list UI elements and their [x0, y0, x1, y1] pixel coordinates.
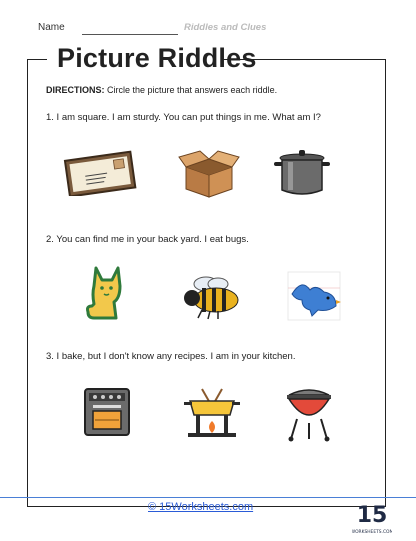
- question-3: 3. I bake, but I don't know any recipes. I am in your kitchen.: [46, 351, 296, 362]
- directions-text: Circle the picture that answers each riddle.: [104, 85, 278, 95]
- cardboard-box-icon[interactable]: [178, 147, 240, 199]
- copyright-link[interactable]: © 15Worksheets.com: [148, 501, 254, 513]
- brand-logo: [352, 500, 392, 541]
- logo-text: WORKSHEETS.COM: [352, 530, 392, 535]
- oven-icon[interactable]: [83, 387, 131, 437]
- cat-icon[interactable]: [84, 264, 132, 322]
- directions: [46, 85, 277, 95]
- page-title: Picture Riddles: [57, 43, 257, 73]
- name-line[interactable]: [82, 34, 178, 35]
- cooking-pot-icon[interactable]: [274, 148, 330, 198]
- bird-icon[interactable]: [284, 270, 342, 322]
- name-label: Name: [38, 22, 65, 33]
- bee-icon[interactable]: [180, 276, 244, 320]
- envelope-icon[interactable]: [63, 150, 139, 196]
- fondue-pot-icon[interactable]: [182, 387, 242, 439]
- topic-label: Riddles and Clues: [184, 22, 267, 33]
- question-1: 1. I am square. I am sturdy. You can put things in me. What am I?: [46, 112, 321, 123]
- footer-divider: [0, 497, 416, 498]
- question-2: 2. You can find me in your back yard. I eat bugs.: [46, 234, 249, 245]
- barbecue-grill-icon[interactable]: [283, 383, 335, 443]
- logo-number: 15: [356, 503, 388, 528]
- directions-label: DIRECTIONS:: [46, 85, 105, 95]
